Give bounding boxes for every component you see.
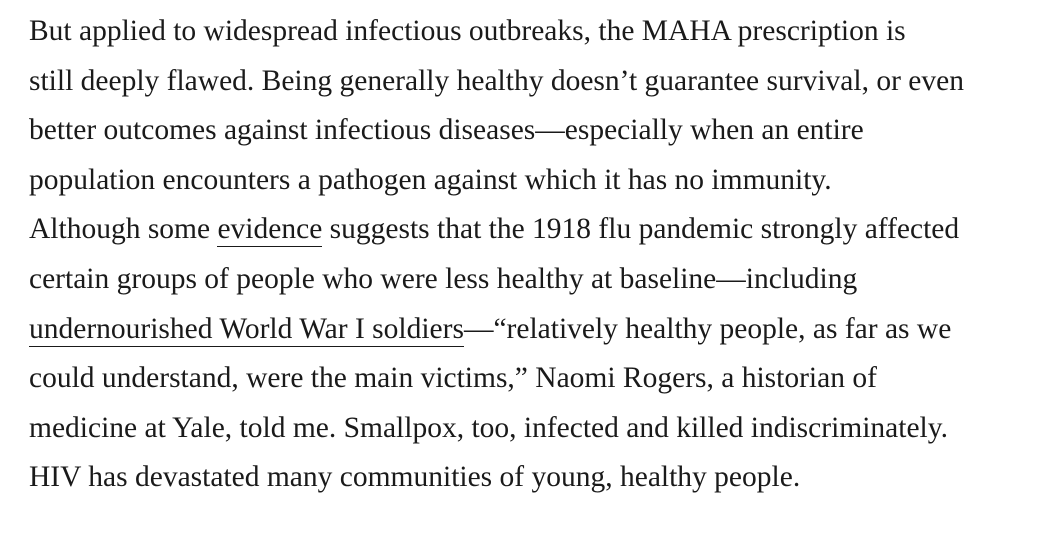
paragraph-text: —“relatively healthy people, as far as we bbox=[463, 312, 952, 345]
paragraph-line: But applied to widespread infectious outbreaks, the MAHA prescription is bbox=[29, 15, 906, 47]
paragraph-text: suggests that the 1918 flu pandemic strongly affected bbox=[322, 213, 960, 246]
paragraph-line bbox=[29, 205, 1039, 255]
paragraph-line: medicine at Yale, told me. Smallpox, too, infected and killed indiscriminately. bbox=[29, 411, 948, 444]
paragraph-line: population encounters a pathogen against which it has no immunity. bbox=[29, 163, 832, 196]
paragraph-line: certain groups of people who were less healthy at baseline—including bbox=[29, 262, 858, 295]
article-paragraph bbox=[29, 7, 1039, 503]
undernourished-soldiers-link[interactable]: undernourished World War I soldiers bbox=[29, 312, 464, 345]
paragraph-line bbox=[29, 305, 1039, 355]
paragraph-line: better outcomes against infectious diseases—especially when an entire bbox=[29, 114, 864, 147]
evidence-link[interactable]: evidence bbox=[217, 213, 323, 246]
paragraph-text: Although some bbox=[29, 213, 218, 246]
paragraph-line: HIV has devastated many communities of young, healthy people. bbox=[29, 461, 801, 494]
paragraph-line: could understand, were the main victims,” Naomi Rogers, a historian of bbox=[29, 362, 877, 395]
paragraph-line: still deeply flawed. Being generally healthy doesn’t guarantee survival, or even bbox=[29, 64, 964, 97]
